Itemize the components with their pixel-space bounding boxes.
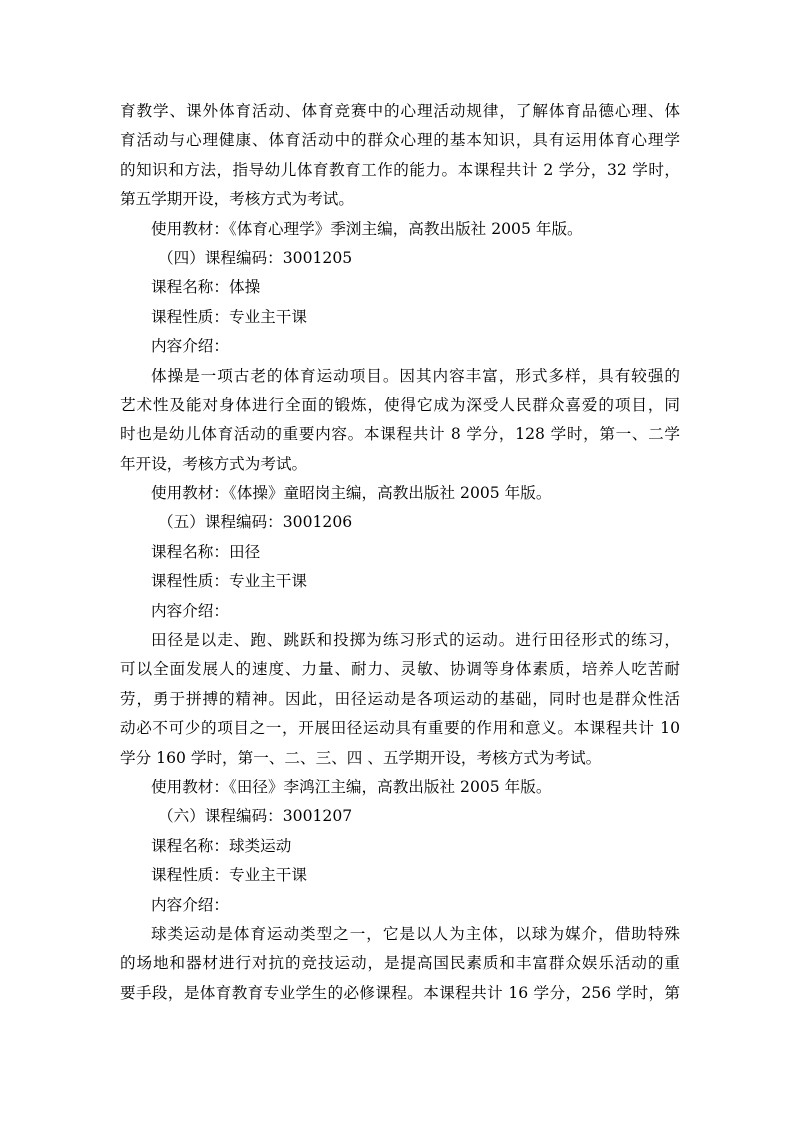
paragraph-line: 年开设，考核方式为考试。 xyxy=(120,454,308,473)
paragraph-line: 田径是以走、跑、跳跃和投掷为练习形式的运动。进行田径形式的练习， xyxy=(151,631,680,650)
paragraph-line: 球类运动是体育运动类型之一，它是以人为主体，以球为媒介，借助特殊 xyxy=(151,924,680,943)
paragraph-line: 可以全面发展人的速度、力量、耐力、灵敏、协调等身体素质，培养人吃苦耐 xyxy=(120,660,680,679)
course-name-line: 课程名称：球类运动 xyxy=(151,836,292,855)
textbook-line: 使用教材：《体育心理学》季浏主编，高教出版社 2005 年版。 xyxy=(151,219,583,238)
content-intro-label: 内容介绍： xyxy=(151,337,229,356)
paragraph-line: 育教学、课外体育活动、体育竞赛中的心理活动规律，了解体育品德心理、体 xyxy=(120,102,680,120)
paragraph-line: 学分 160 学时，第一、二、三、四 、五学期开设，考核方式为考试。 xyxy=(120,748,602,767)
content-intro-label: 内容介绍： xyxy=(151,601,229,620)
textbook-line: 使用教材：《田径》李鸿江主编，高教出版社 2005 年版。 xyxy=(151,777,552,796)
textbook-line: 使用教材：《体操》童昭岗主编，高教出版社 2005 年版。 xyxy=(151,484,552,503)
paragraph-line: 时也是幼儿体育活动的重要内容。本课程共计 8 学分，128 学时，第一、二学 xyxy=(120,425,680,444)
content-intro-label: 内容介绍： xyxy=(151,895,229,914)
paragraph-line: 艺术性及能对身体进行全面的锻炼，使得它成为深受人民群众喜爱的项目，同 xyxy=(120,395,680,414)
paragraph-line: 动必不可少的项目之一，开展田径运动具有重要的作用和意义。本课程共计 10 xyxy=(120,719,680,738)
paragraph-line: 劳，勇于拼搏的精神。因此，田径运动是各项运动的基础，同时也是群众性活 xyxy=(120,689,680,708)
course-name-line: 课程名称：田径 xyxy=(151,542,261,561)
course-type-line: 课程性质：专业主干课 xyxy=(151,307,307,326)
course-name-line: 课程名称：体操 xyxy=(151,278,261,297)
course-code-heading: （四）课程编码：3001205 xyxy=(158,248,353,267)
paragraph-line: 的场地和器材进行对抗的竞技运动，是提高国民素质和丰富群众娱乐活动的重 xyxy=(120,954,680,973)
paragraph-line: 体操是一项古老的体育运动项目。因其内容丰富，形式多样，具有较强的 xyxy=(151,366,680,385)
paragraph-line: 要手段，是体育教育专业学生的必修课程。本课程共计 16 学分，256 学时，第 xyxy=(120,983,680,1002)
paragraph-line: 的知识和方法，指导幼儿体育教育工作的能力。本课程共计 2 学分，32 学时， xyxy=(120,160,680,179)
course-code-heading: （五）课程编码：3001206 xyxy=(158,513,353,532)
paragraph-line: 第五学期开设，考核方式为考试。 xyxy=(120,190,354,209)
paragraph-line: 育活动与心理健康、体育活动中的群众心理的基本知识，具有运用体育心理学 xyxy=(120,131,680,150)
course-code-heading: （六）课程编码：3001207 xyxy=(158,807,353,826)
course-type-line: 课程性质：专业主干课 xyxy=(151,572,307,591)
course-type-line: 课程性质：专业主干课 xyxy=(151,866,307,885)
document-body xyxy=(120,97,680,1008)
